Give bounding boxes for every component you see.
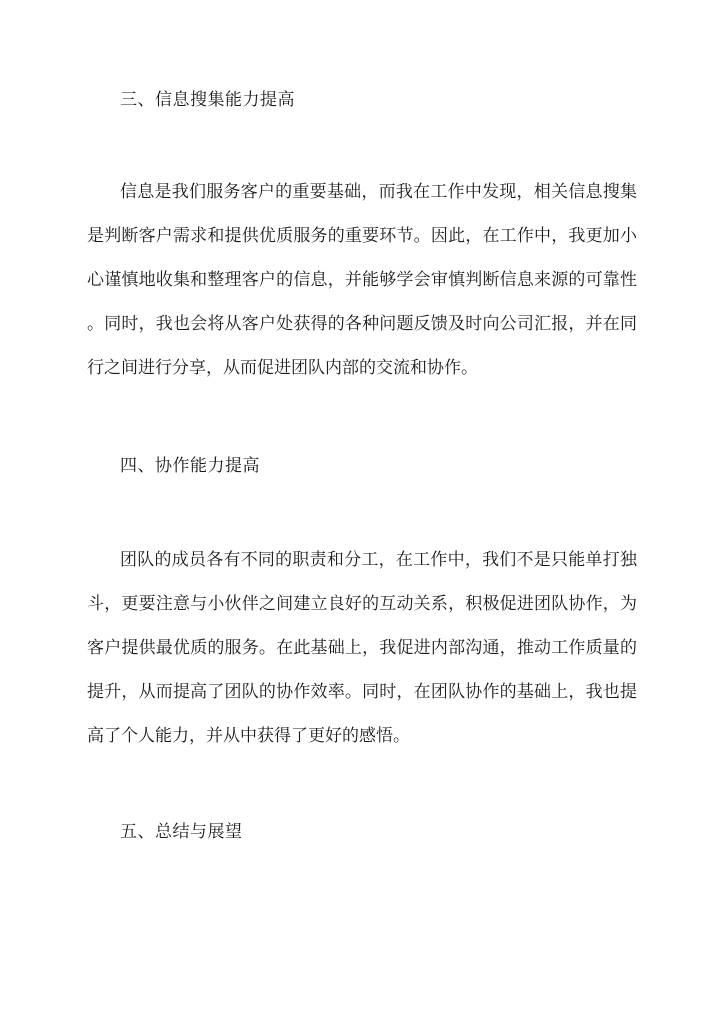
paragraph-line: 提升，从而提高了团队的协作效率。同时，在团队协作的基础上，我也提 <box>87 682 637 702</box>
paragraph-line: 高了个人能力，并从中获得了更好的感悟。 <box>87 726 410 746</box>
paragraph-line: 信息是我们服务客户的重要基础，而我在工作中发现，相关信息搜集 <box>120 182 637 202</box>
paragraph-line: 行之间进行分享，从而促进团队内部的交流和协作。 <box>87 358 478 378</box>
paragraph-line: 是判断客户需求和提供优质服务的重要环节。因此，在工作中，我更加小 <box>87 226 637 246</box>
section-heading-collaboration: 四、协作能力提高 <box>120 456 260 476</box>
paragraph-line: 心谨慎地收集和整理客户的信息，并能够学会审慎判断信息来源的可靠性 <box>87 270 637 290</box>
section-heading-summary: 五、总结与展望 <box>120 822 243 842</box>
paragraph-line: 团队的成员各有不同的职责和分工，在工作中，我们不是只能单打独 <box>120 550 637 570</box>
paragraph-line: 。同时，我也会将从客户处获得的各种问题反馈及时向公司汇报，并在同 <box>87 314 637 334</box>
section-heading-info-gathering: 三、信息搜集能力提高 <box>120 90 295 110</box>
paragraph-line: 客户提供最优质的服务。在此基础上，我促进内部沟通，推动工作质量的 <box>87 638 637 658</box>
paragraph-line: 斗，更要注意与小伙伴之间建立良好的互动关系，积极促进团队协作，为 <box>87 594 637 614</box>
